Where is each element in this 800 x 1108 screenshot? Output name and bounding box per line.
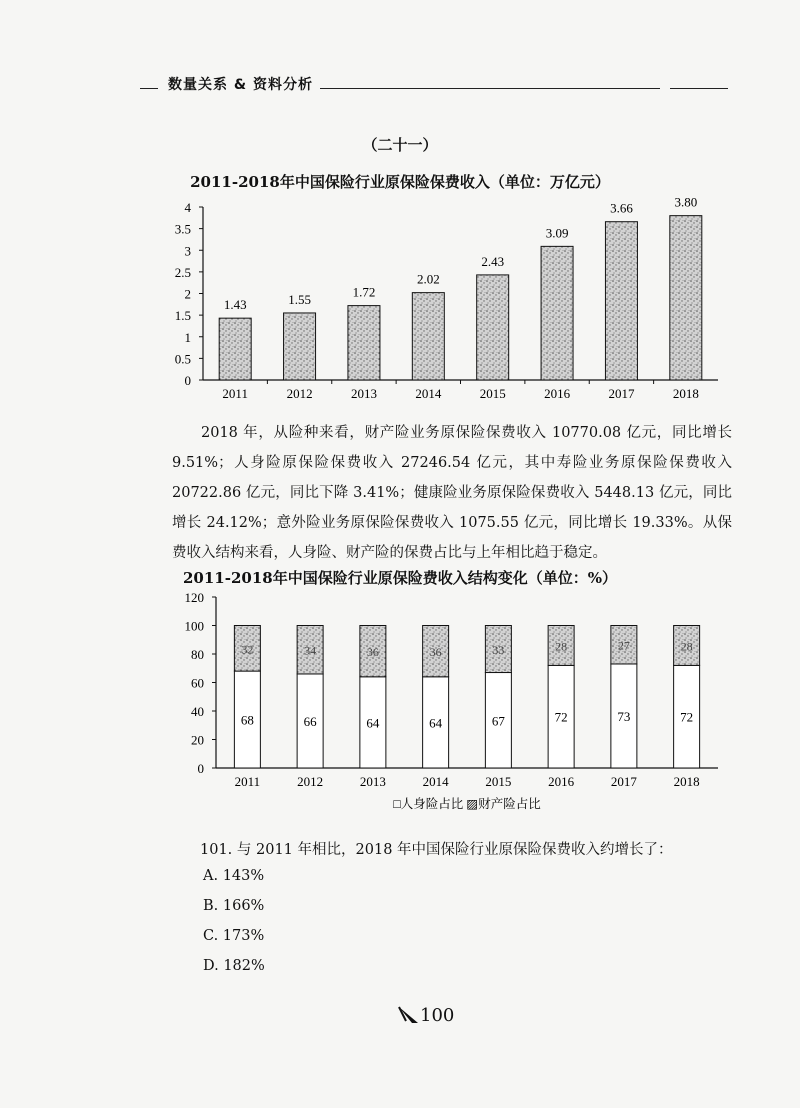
- bar: [670, 216, 702, 380]
- y-tick-label: 3.5: [174, 221, 191, 237]
- page-number: 100: [420, 1005, 455, 1026]
- premium-income-bar-chart: [0, 190, 800, 410]
- data-label-property: 28: [680, 639, 693, 654]
- income-structure-stacked-chart: [0, 585, 800, 825]
- bar: [284, 313, 316, 380]
- x-tick-label: 2013: [350, 386, 377, 401]
- x-tick-label: 2017: [608, 386, 635, 401]
- x-tick-label: 2012: [297, 774, 324, 789]
- header-line-left: [140, 88, 158, 89]
- data-label-property: 32: [241, 642, 254, 657]
- option-a[interactable]: A. 143%: [203, 868, 265, 884]
- data-label-life: 64: [366, 715, 380, 731]
- data-label: 3.09: [545, 225, 569, 241]
- data-label: 3.66: [610, 200, 633, 216]
- data-label-property: 33: [492, 643, 505, 658]
- header-line-mid: [320, 88, 660, 89]
- x-tick-label: 2012: [286, 386, 313, 401]
- option-d[interactable]: D. 182%: [203, 958, 265, 974]
- bar: [541, 246, 573, 380]
- x-tick-label: 2017: [610, 774, 637, 789]
- option-c[interactable]: C. 173%: [203, 928, 265, 944]
- x-tick-label: 2014: [422, 774, 449, 789]
- y-tick-label: 0: [197, 761, 204, 776]
- y-tick-label: 1.5: [174, 308, 191, 324]
- x-tick-label: 2015: [485, 774, 512, 789]
- question-text: 101. 与 2011 年相比，2018 年中国保险行业原保险保费收入约增长了：: [200, 842, 673, 858]
- data-label-life: 73: [617, 708, 631, 724]
- x-tick-label: 2016: [544, 386, 571, 401]
- x-tick-label: 2016: [548, 774, 575, 789]
- data-label-property: 36: [366, 645, 379, 660]
- section-title: （二十一）: [362, 136, 438, 154]
- data-label-life: 64: [429, 715, 443, 731]
- bar: [348, 306, 380, 380]
- y-tick-label: 60: [191, 675, 204, 691]
- y-tick-label: 80: [191, 647, 204, 662]
- y-tick-label: 2.5: [174, 264, 191, 280]
- y-tick-label: 40: [191, 704, 204, 719]
- legend: □人身险占比 ▨财产险占比: [393, 797, 541, 811]
- x-tick-label: 2013: [359, 774, 386, 789]
- data-label: 3.80: [674, 194, 698, 210]
- y-tick-label: 0: [184, 373, 191, 388]
- y-tick-label: 2: [184, 286, 191, 302]
- option-b[interactable]: B. 166%: [203, 898, 265, 914]
- data-label: 2.02: [416, 271, 440, 287]
- body-paragraph: 2018 年，从险种来看，财产险业务原保险保费收入 10770.08 亿元，同比增长 9.51%；人身险原保险保费收入 27246.54 亿元，其中寿险业务原保险保费收入 20722.86 亿元，同比下降 3.41%；健康险业务原保险保费收入 5448.13 亿元，同比增长 24.12%；意外险业务原保险保费收入 1075.55 亿元，同比增长 19.33%。从保费收入结构来看，人身险、财产险的保费占比与上年相比趋于稳定。: [172, 425, 732, 561]
- bar: [605, 222, 637, 380]
- data-label: 1.43: [223, 297, 247, 313]
- y-tick-label: 1: [184, 329, 191, 345]
- data-label: 1.72: [352, 284, 376, 300]
- data-label-property: 36: [429, 645, 442, 660]
- chart2-title: 2011-2018年中国保险行业原保险费收入结构变化（单位：%）: [183, 569, 617, 587]
- data-label-life: 68: [240, 712, 254, 728]
- y-tick-label: 20: [191, 732, 204, 748]
- x-tick-label: 2011: [222, 386, 248, 401]
- x-tick-label: 2015: [479, 386, 506, 401]
- y-tick-label: 4: [184, 200, 191, 215]
- x-tick-label: 2014: [415, 386, 442, 401]
- bar: [477, 275, 509, 380]
- bar: [412, 293, 444, 380]
- x-tick-label: 2018: [673, 774, 700, 789]
- data-label-property: 34: [304, 643, 317, 658]
- feather-icon: [398, 1005, 420, 1025]
- y-tick-label: 120: [184, 590, 204, 605]
- data-label-life: 72: [554, 709, 568, 725]
- header-label: 数量关系 & 资料分析: [168, 77, 313, 93]
- data-label-life: 72: [680, 709, 694, 725]
- x-tick-label: 2018: [672, 386, 699, 401]
- y-tick-label: 3: [184, 243, 191, 259]
- data-label-life: 67: [491, 713, 505, 729]
- data-label: 2.43: [481, 253, 505, 269]
- data-label-life: 66: [303, 713, 317, 729]
- header-line-right: [670, 88, 728, 89]
- y-tick-label: 100: [184, 618, 204, 634]
- data-label-property: 28: [555, 639, 568, 654]
- x-tick-label: 2011: [234, 774, 261, 789]
- bar: [219, 318, 251, 380]
- y-tick-label: 0.5: [174, 351, 191, 367]
- data-label-property: 27: [617, 638, 630, 653]
- data-label: 1.55: [288, 291, 311, 307]
- chart1-title: 2011-2018年中国保险行业原保险保费收入（单位：万亿元）: [190, 173, 610, 191]
